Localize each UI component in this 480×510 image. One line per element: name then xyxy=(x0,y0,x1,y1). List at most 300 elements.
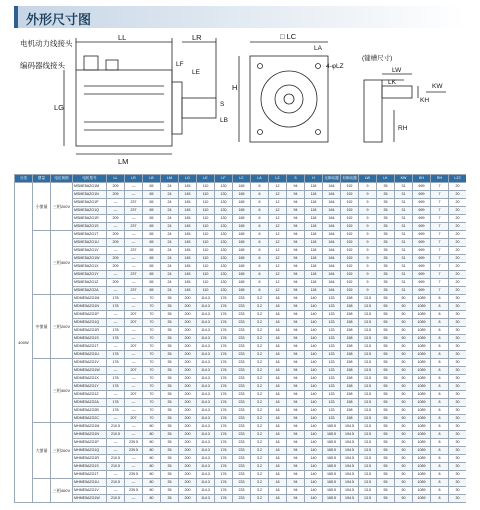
value-cell: 1089 xyxy=(413,407,431,415)
value-cell: 158 xyxy=(341,391,359,399)
value-cell: 94 xyxy=(287,487,305,495)
voltage-group-cell: 三相200V xyxy=(51,295,73,359)
inertia-group-cell: 小惯量 xyxy=(33,183,51,231)
keyway-label: (键槽尺寸) xyxy=(362,55,393,62)
value-cell: 165.5 xyxy=(323,431,341,439)
value-cell: 200 xyxy=(179,455,197,463)
value-cell: 140 xyxy=(305,463,323,471)
value-cell: 31 xyxy=(395,183,413,191)
value-cell: 1089 xyxy=(413,399,431,407)
value-cell: 164 xyxy=(323,247,341,255)
value-cell: 31 xyxy=(395,271,413,279)
value-cell: 30 xyxy=(449,399,467,407)
value-cell: 165 xyxy=(233,255,251,263)
value-cell: 233 xyxy=(233,471,251,479)
value-cell: 94 xyxy=(287,287,305,295)
table-row xyxy=(15,471,467,479)
value-cell: 13.5 xyxy=(359,359,377,367)
value-cell: 8 xyxy=(431,295,449,303)
value-cell: 18 xyxy=(269,311,287,319)
value-cell: 35 xyxy=(161,327,179,335)
value-cell: 164 xyxy=(323,223,341,231)
value-cell: 110 xyxy=(197,191,215,199)
value-cell: 176 xyxy=(215,447,233,455)
value-cell: — xyxy=(107,471,125,479)
value-cell: 200 xyxy=(179,391,197,399)
value-cell: 70 xyxy=(143,383,161,391)
value-cell: 3.2 xyxy=(251,399,269,407)
value-cell: 114.3 xyxy=(197,471,215,479)
value-cell: 118 xyxy=(305,255,323,263)
value-cell: 13.5 xyxy=(359,383,377,391)
value-cell: 20 xyxy=(449,263,467,271)
value-cell: 18 xyxy=(269,367,287,375)
value-cell: — xyxy=(125,399,143,407)
value-cell: 35 xyxy=(377,207,395,215)
value-cell: 164 xyxy=(323,287,341,295)
model-cell: MHME5AZG1T xyxy=(73,471,107,479)
value-cell: 110 xyxy=(197,231,215,239)
value-cell: 8 xyxy=(431,367,449,375)
value-cell: 24 xyxy=(161,215,179,223)
value-cell: 55 xyxy=(377,399,395,407)
value-cell: 165 xyxy=(233,215,251,223)
value-cell: 699 xyxy=(413,279,431,287)
value-cell: 200 xyxy=(179,399,197,407)
value-cell: 7 xyxy=(431,215,449,223)
value-cell: 200 xyxy=(179,319,197,327)
value-cell: 233 xyxy=(233,327,251,335)
column-header: LK xyxy=(377,175,395,183)
value-cell: 31 xyxy=(395,255,413,263)
value-cell: 1089 xyxy=(413,447,431,455)
value-cell: 18 xyxy=(269,335,287,343)
value-cell: 209 xyxy=(107,239,125,247)
value-cell: 158 xyxy=(341,327,359,335)
value-cell: 18 xyxy=(269,327,287,335)
value-cell: 114.3 xyxy=(197,455,215,463)
model-cell: MSME5AZG1R xyxy=(73,215,107,223)
motor-body-side xyxy=(76,70,172,146)
value-cell: 35 xyxy=(377,231,395,239)
value-cell: 13.5 xyxy=(359,343,377,351)
value-cell: 145 xyxy=(179,215,197,223)
value-cell: 699 xyxy=(413,287,431,295)
value-cell: 176 xyxy=(215,423,233,431)
value-cell: 9 xyxy=(359,223,377,231)
value-cell: 130 xyxy=(215,199,233,207)
value-cell: 133 xyxy=(323,343,341,351)
value-cell: 133 xyxy=(323,359,341,367)
model-cell: MSME5AZG2A xyxy=(73,287,107,295)
value-cell: 176 xyxy=(215,415,233,423)
value-cell: 192 xyxy=(341,183,359,191)
value-cell: 30 xyxy=(449,351,467,359)
table-row xyxy=(15,495,467,503)
value-cell: 50 xyxy=(395,423,413,431)
value-cell: 233 xyxy=(233,495,251,503)
table-row xyxy=(15,199,467,207)
value-cell: 9 xyxy=(359,287,377,295)
table-row xyxy=(15,487,467,495)
value-cell: 133 xyxy=(323,367,341,375)
value-cell: 114.3 xyxy=(197,327,215,335)
value-cell: 18 xyxy=(269,391,287,399)
value-cell: 3.2 xyxy=(251,343,269,351)
value-cell: 35 xyxy=(161,375,179,383)
value-cell: 200 xyxy=(179,335,197,343)
value-cell: 1089 xyxy=(413,495,431,503)
value-cell: 6 xyxy=(251,287,269,295)
value-cell: 192 xyxy=(341,271,359,279)
table-row xyxy=(15,319,467,327)
value-cell: 164 xyxy=(323,183,341,191)
value-cell: 164 xyxy=(323,191,341,199)
value-cell: 8 xyxy=(431,335,449,343)
power-cable-label: 电机动力线接头 xyxy=(20,39,73,48)
column-header: 惯量 xyxy=(33,175,51,183)
value-cell: 164 xyxy=(323,207,341,215)
value-cell: 165.5 xyxy=(323,471,341,479)
value-cell: 145 xyxy=(179,223,197,231)
motor-front-view xyxy=(250,56,328,142)
value-cell: 8 xyxy=(431,479,449,487)
value-cell: 110 xyxy=(197,263,215,271)
value-cell: 18 xyxy=(269,407,287,415)
value-cell: 209 xyxy=(107,191,125,199)
value-cell: — xyxy=(125,407,143,415)
value-cell: 699 xyxy=(413,271,431,279)
value-cell: 194.5 xyxy=(341,471,359,479)
value-cell: 140 xyxy=(305,495,323,503)
value-cell: 94 xyxy=(287,239,305,247)
value-cell: 1089 xyxy=(413,327,431,335)
column-header: LM xyxy=(161,175,179,183)
value-cell: 94 xyxy=(287,303,305,311)
value-cell: 70 xyxy=(143,359,161,367)
value-cell: 70 xyxy=(143,367,161,375)
value-cell: 140 xyxy=(305,303,323,311)
value-cell: 70 xyxy=(143,375,161,383)
value-cell: 55 xyxy=(377,463,395,471)
value-cell: 165 xyxy=(233,207,251,215)
value-cell: 18 xyxy=(269,295,287,303)
value-cell: — xyxy=(125,431,143,439)
value-cell: 7 xyxy=(431,247,449,255)
value-cell: 8 xyxy=(431,375,449,383)
value-cell: 165.5 xyxy=(323,479,341,487)
value-cell: 114.3 xyxy=(197,311,215,319)
power-group-cell: 400W xyxy=(15,183,33,503)
value-cell: 1089 xyxy=(413,295,431,303)
value-cell: 35 xyxy=(377,215,395,223)
value-cell: 233 xyxy=(233,487,251,495)
value-cell: 55 xyxy=(377,423,395,431)
value-cell: 1089 xyxy=(413,351,431,359)
value-cell: 118 xyxy=(305,183,323,191)
value-cell: 176 xyxy=(215,303,233,311)
value-cell: 178 xyxy=(107,383,125,391)
dimension-table-container xyxy=(14,174,466,510)
value-cell: 200 xyxy=(179,487,197,495)
value-cell: 118 xyxy=(305,191,323,199)
table-row xyxy=(15,479,467,487)
value-cell: 7 xyxy=(431,263,449,271)
value-cell: 13.5 xyxy=(359,447,377,455)
value-cell: 13.5 xyxy=(359,327,377,335)
value-cell: 176 xyxy=(215,295,233,303)
value-cell: 1089 xyxy=(413,383,431,391)
model-cell: MDME5AZG1N xyxy=(73,303,107,311)
value-cell: 140 xyxy=(305,295,323,303)
value-cell: 70 xyxy=(143,311,161,319)
value-cell: — xyxy=(125,335,143,343)
table-row xyxy=(15,335,467,343)
value-cell: 178 xyxy=(107,399,125,407)
model-cell: MDME5AZG1R xyxy=(73,327,107,335)
model-cell: MSME5AZG1U xyxy=(73,239,107,247)
value-cell: 210.5 xyxy=(107,463,125,471)
value-cell: 1089 xyxy=(413,303,431,311)
value-cell: 3.2 xyxy=(251,431,269,439)
value-cell: 9 xyxy=(359,199,377,207)
dim-RH: RH xyxy=(398,125,408,132)
value-cell: 12 xyxy=(269,279,287,287)
value-cell: 12 xyxy=(269,263,287,271)
value-cell: 18 xyxy=(269,399,287,407)
model-cell: MDME5AZG2C xyxy=(73,415,107,423)
table-row xyxy=(15,351,467,359)
value-cell: 237 xyxy=(125,199,143,207)
value-cell: 192 xyxy=(341,231,359,239)
value-cell: 94 xyxy=(287,479,305,487)
value-cell: 176 xyxy=(215,391,233,399)
value-cell: 200 xyxy=(179,311,197,319)
value-cell: — xyxy=(125,495,143,503)
value-cell: 30 xyxy=(449,471,467,479)
value-cell: 192 xyxy=(341,279,359,287)
value-cell: 140 xyxy=(305,367,323,375)
table-row xyxy=(15,367,467,375)
value-cell: 35 xyxy=(377,183,395,191)
value-cell: 165 xyxy=(233,183,251,191)
value-cell: 50 xyxy=(395,495,413,503)
value-cell: 3.2 xyxy=(251,303,269,311)
table-row xyxy=(15,239,467,247)
model-cell: MDME5AZG1S xyxy=(73,335,107,343)
value-cell: 140 xyxy=(305,391,323,399)
value-cell: 50 xyxy=(395,447,413,455)
value-cell: 6 xyxy=(251,223,269,231)
value-cell: 55 xyxy=(377,407,395,415)
value-cell: 55 xyxy=(377,479,395,487)
value-cell: 192 xyxy=(341,223,359,231)
voltage-group-cell: 三相400V xyxy=(51,231,73,295)
table-row xyxy=(15,407,467,415)
value-cell: 118 xyxy=(305,215,323,223)
value-cell: 94 xyxy=(287,407,305,415)
value-cell: 3.2 xyxy=(251,295,269,303)
value-cell: 118 xyxy=(305,207,323,215)
value-cell: 699 xyxy=(413,247,431,255)
value-cell: 233 xyxy=(233,399,251,407)
value-cell: 192 xyxy=(341,199,359,207)
value-cell: 9 xyxy=(359,263,377,271)
value-cell: 110 xyxy=(197,279,215,287)
value-cell: 165 xyxy=(233,199,251,207)
value-cell: 30 xyxy=(449,391,467,399)
value-cell: 164 xyxy=(323,279,341,287)
value-cell: 130 xyxy=(215,247,233,255)
model-cell: MDME5AZG2B xyxy=(73,407,107,415)
dim-LE: LE xyxy=(192,69,200,76)
value-cell: 35 xyxy=(161,495,179,503)
voltage-group-cell: 三相400V xyxy=(51,359,73,423)
value-cell: 178 xyxy=(107,327,125,335)
value-cell: — xyxy=(125,255,143,263)
value-cell: 6 xyxy=(251,191,269,199)
value-cell: — xyxy=(125,479,143,487)
value-cell: 50 xyxy=(395,455,413,463)
value-cell: 118 xyxy=(305,247,323,255)
value-cell: 165.5 xyxy=(323,447,341,455)
value-cell: 165.5 xyxy=(323,463,341,471)
dimension-drawing-svg xyxy=(14,30,466,172)
value-cell: 55 xyxy=(377,343,395,351)
value-cell: 18 xyxy=(269,431,287,439)
value-cell: 55 xyxy=(377,455,395,463)
value-cell: 114.3 xyxy=(197,343,215,351)
value-cell: 239.5 xyxy=(125,439,143,447)
value-cell: 140 xyxy=(305,399,323,407)
value-cell: 3.2 xyxy=(251,375,269,383)
value-cell: 12 xyxy=(269,207,287,215)
value-cell: 209 xyxy=(107,183,125,191)
value-cell: 158 xyxy=(341,351,359,359)
column-header: LR xyxy=(125,175,143,183)
table-row xyxy=(15,263,467,271)
value-cell: 30 xyxy=(449,295,467,303)
value-cell: 145 xyxy=(179,207,197,215)
table-row xyxy=(15,255,467,263)
value-cell: 35 xyxy=(161,463,179,471)
value-cell: 7 xyxy=(431,183,449,191)
value-cell: 237 xyxy=(125,271,143,279)
value-cell: 31 xyxy=(395,287,413,295)
value-cell: 176 xyxy=(215,367,233,375)
value-cell: 3.2 xyxy=(251,383,269,391)
value-cell: 18 xyxy=(269,487,287,495)
value-cell: 194.5 xyxy=(341,495,359,503)
value-cell: 192 xyxy=(341,287,359,295)
value-cell: 18 xyxy=(269,455,287,463)
value-cell: — xyxy=(107,319,125,327)
value-cell: 114.3 xyxy=(197,439,215,447)
inertia-group-cell xyxy=(33,479,51,503)
value-cell: 20 xyxy=(449,231,467,239)
column-header: LZ xyxy=(269,175,287,183)
value-cell: 233 xyxy=(233,479,251,487)
value-cell: — xyxy=(125,295,143,303)
value-cell: 200 xyxy=(179,463,197,471)
value-cell: 133 xyxy=(323,335,341,343)
model-cell: MSME5AZG1W xyxy=(73,255,107,263)
value-cell: 3.2 xyxy=(251,359,269,367)
value-cell: 118 xyxy=(305,263,323,271)
value-cell: 8 xyxy=(431,447,449,455)
column-header: LL xyxy=(107,175,125,183)
value-cell: 94 xyxy=(287,447,305,455)
table-row xyxy=(15,215,467,223)
value-cell: 209 xyxy=(107,263,125,271)
dim-LR: LR xyxy=(192,33,202,42)
value-cell: 233 xyxy=(233,351,251,359)
value-cell: 24 xyxy=(161,287,179,295)
value-cell: 6 xyxy=(251,263,269,271)
value-cell: 35 xyxy=(377,279,395,287)
value-cell: 94 xyxy=(287,279,305,287)
value-cell: 65 xyxy=(143,231,161,239)
value-cell: 30 xyxy=(449,319,467,327)
value-cell: 94 xyxy=(287,455,305,463)
value-cell: 35 xyxy=(377,239,395,247)
value-cell: 20 xyxy=(449,271,467,279)
value-cell: 158 xyxy=(341,359,359,367)
value-cell: 176 xyxy=(215,399,233,407)
value-cell: 200 xyxy=(179,295,197,303)
value-cell: 50 xyxy=(395,399,413,407)
value-cell: 3.2 xyxy=(251,335,269,343)
value-cell: 6 xyxy=(251,255,269,263)
value-cell: 70 xyxy=(143,303,161,311)
column-header: LA xyxy=(251,175,269,183)
value-cell: 94 xyxy=(287,367,305,375)
value-cell: — xyxy=(107,415,125,423)
value-cell: 1089 xyxy=(413,335,431,343)
value-cell: 94 xyxy=(287,471,305,479)
value-cell: 1089 xyxy=(413,479,431,487)
value-cell: 8 xyxy=(431,423,449,431)
value-cell: 70 xyxy=(143,343,161,351)
value-cell: — xyxy=(125,231,143,239)
value-cell: 176 xyxy=(215,487,233,495)
value-cell: 140 xyxy=(305,343,323,351)
value-cell: 13.5 xyxy=(359,319,377,327)
value-cell: 65 xyxy=(143,287,161,295)
motor-flange-side xyxy=(172,82,182,134)
value-cell: 110 xyxy=(197,207,215,215)
value-cell: 210.5 xyxy=(107,423,125,431)
table-row xyxy=(15,415,467,423)
value-cell: 200 xyxy=(179,375,197,383)
value-cell: 30 xyxy=(449,303,467,311)
value-cell: 233 xyxy=(233,303,251,311)
value-cell: 133 xyxy=(323,327,341,335)
value-cell: 94 xyxy=(287,207,305,215)
value-cell: 3.2 xyxy=(251,463,269,471)
dim-LG: LG xyxy=(54,103,65,112)
value-cell: 94 xyxy=(287,215,305,223)
value-cell: 30 xyxy=(449,455,467,463)
value-cell: 207 xyxy=(125,343,143,351)
value-cell: 50 xyxy=(395,439,413,447)
value-cell: — xyxy=(125,359,143,367)
value-cell: 35 xyxy=(161,295,179,303)
value-cell: 9 xyxy=(359,271,377,279)
value-cell: 6 xyxy=(251,207,269,215)
value-cell: 94 xyxy=(287,423,305,431)
model-cell: MSME5AZG1Y xyxy=(73,271,107,279)
